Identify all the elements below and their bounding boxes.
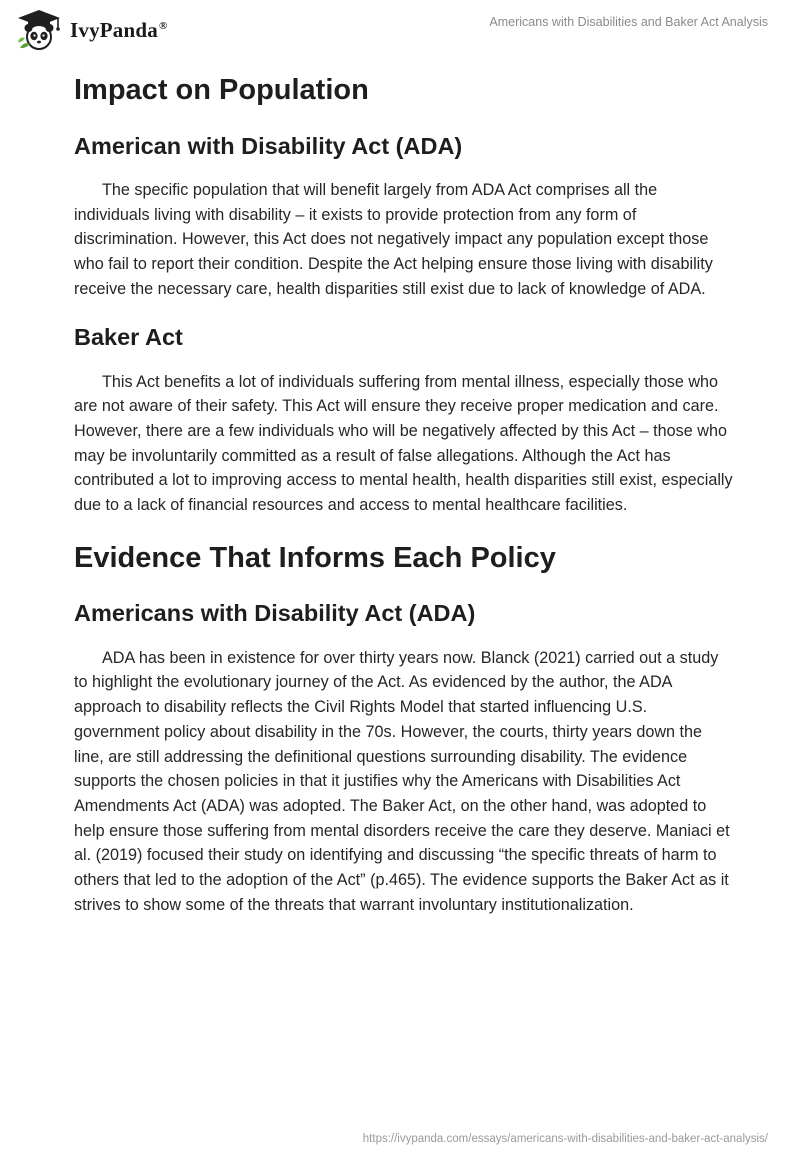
heading-evidence: Evidence That Informs Each Policy	[74, 541, 556, 574]
paragraph-ada-impact: The specific population that will benefit largely from ADA Act comprises all the individuals living with disability – it exists to provide protection from any form of discrimination. However, this Act does not negatively impact any population except those who fail to report their condition. Despite the Act helping ensure those living with disability receive the necessary care, health disparities still exist due to lack of knowledge of ADA.	[74, 181, 713, 298]
heading-evidence-ada: Americans with Disability Act (ADA)	[74, 599, 476, 626]
source-url[interactable]: https://ivypanda.com/essays/americans-with-disabilities-and-baker-act-analysis/	[362, 1133, 768, 1145]
panda-graduate-icon	[14, 8, 64, 52]
ivypanda-logo[interactable]	[14, 8, 167, 52]
document-title: Americans with Disabilities and Baker Act Analysis	[489, 15, 768, 29]
heading-impact-on-population: Impact on Population	[74, 74, 369, 106]
brand-name: IvyPanda®	[70, 17, 168, 42]
paragraph-baker-impact: This Act benefits a lot of individuals suffering from mental illness, especially those who are not aware of their safety. This Act will ensure they receive proper medication and care. However, there are a few individuals who will be negatively affected by this Act – those who may be involuntarily committed as a result of false allegations. Although the Act has contributed a lot to improving access to mental health, health disparities still exist, especially due to a lack of financial resources and access to mental healthcare facilities.	[74, 372, 733, 515]
heading-ada: American with Disability Act (ADA)	[74, 133, 463, 159]
paragraph-evidence: ADA has been in existence for over thirty years now. Blanck (2021) carried out a study to highlight the evolutionary journey of the Act. As evidenced by the author, the ADA approach to disability reflects the Civil Rights Model that started influencing U.S. government policy about disability in the 70s. However, the courts, thirty years down the line, are still addressing the definitional questions surrounding disability. The evidence supports the chosen policies in that it justifies why the Americans with Disabilities Act Amendments Act (ADA) was adopted. The Baker Act, on the other hand, was adopted to help ensure those suffering from mental disorders receive the care they deserve. Maniaci et al. (2019) focused their study on identifying and discussing “the specific threats of harm to others that led to the adoption of the Act” (p.465). The evidence supports the Baker Act as it strives to show some of the threats that warrant involuntary institutionalization.	[74, 648, 730, 914]
page-header	[0, 0, 800, 60]
heading-baker-act: Baker Act	[74, 323, 183, 350]
essay-content	[74, 70, 734, 917]
